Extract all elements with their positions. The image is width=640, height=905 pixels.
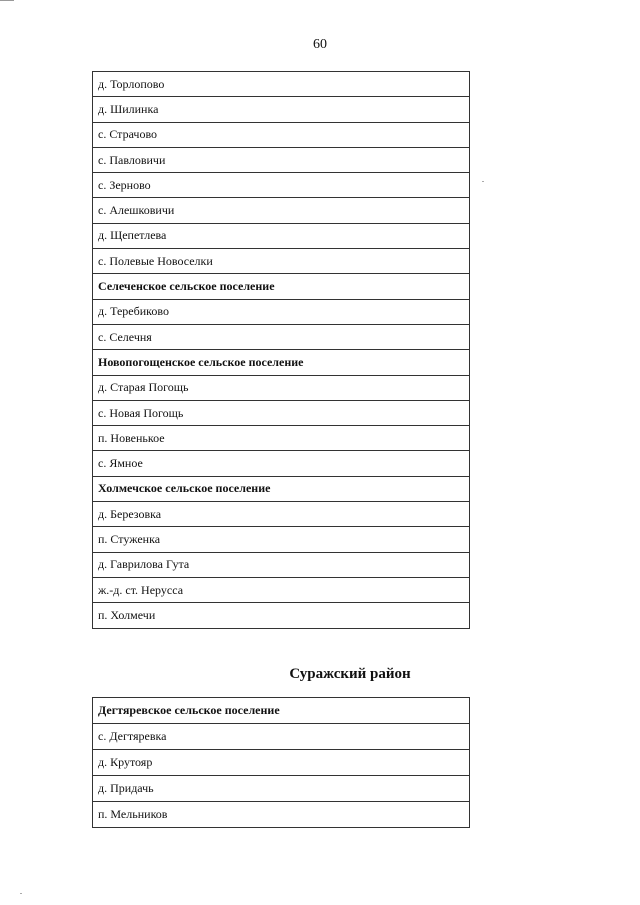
settlement-row: с. Страчово (93, 123, 469, 148)
settlement-row: п. Холмечи (93, 603, 469, 628)
page-number: 60 (313, 37, 327, 52)
settlement-row: д. Березовка (93, 502, 469, 527)
settlement-row: д. Придачь (93, 776, 469, 802)
settlement-row: д. Старая Погощь (93, 376, 469, 401)
settlement-row: с. Новая Погощь (93, 401, 469, 426)
scan-artifact (20, 893, 22, 894)
settlement-row: с. Полевые Новоселки (93, 249, 469, 274)
settlement-row: с. Алешковичи (93, 198, 469, 223)
settlement-group-header: Холмечское сельское поселение (93, 477, 469, 502)
settlements-table (92, 71, 470, 629)
settlement-row: с. Ямное (93, 451, 469, 476)
settlement-row: ж.-д. ст. Нерусса (93, 578, 469, 603)
settlement-row: д. Шилинка (93, 97, 469, 122)
settlement-row: д. Щепетлева (93, 224, 469, 249)
district-heading: Суражский район (289, 666, 411, 682)
settlement-row: д. Торлопово (93, 72, 469, 97)
settlements-table-surazh (92, 697, 470, 828)
settlement-group-header: Селеченское сельское поселение (93, 274, 469, 299)
settlement-row: с. Зерново (93, 173, 469, 198)
settlement-group-header: Дегтяревское сельское поселение (93, 698, 469, 724)
settlement-row: д. Гаврилова Гута (93, 553, 469, 578)
settlement-row: п. Мельников (93, 802, 469, 828)
settlement-row: с. Селечня (93, 325, 469, 350)
scan-artifact (482, 181, 484, 182)
settlement-row: с. Павловичи (93, 148, 469, 173)
scan-artifact (0, 0, 14, 5)
settlement-row: д. Крутояр (93, 750, 469, 776)
settlement-row: с. Дегтяревка (93, 724, 469, 750)
settlement-row: д. Теребиково (93, 300, 469, 325)
settlement-row: п. Новенькое (93, 426, 469, 451)
settlement-group-header: Новопогощенское сельское поселение (93, 350, 469, 375)
settlement-row: п. Стуженка (93, 527, 469, 552)
